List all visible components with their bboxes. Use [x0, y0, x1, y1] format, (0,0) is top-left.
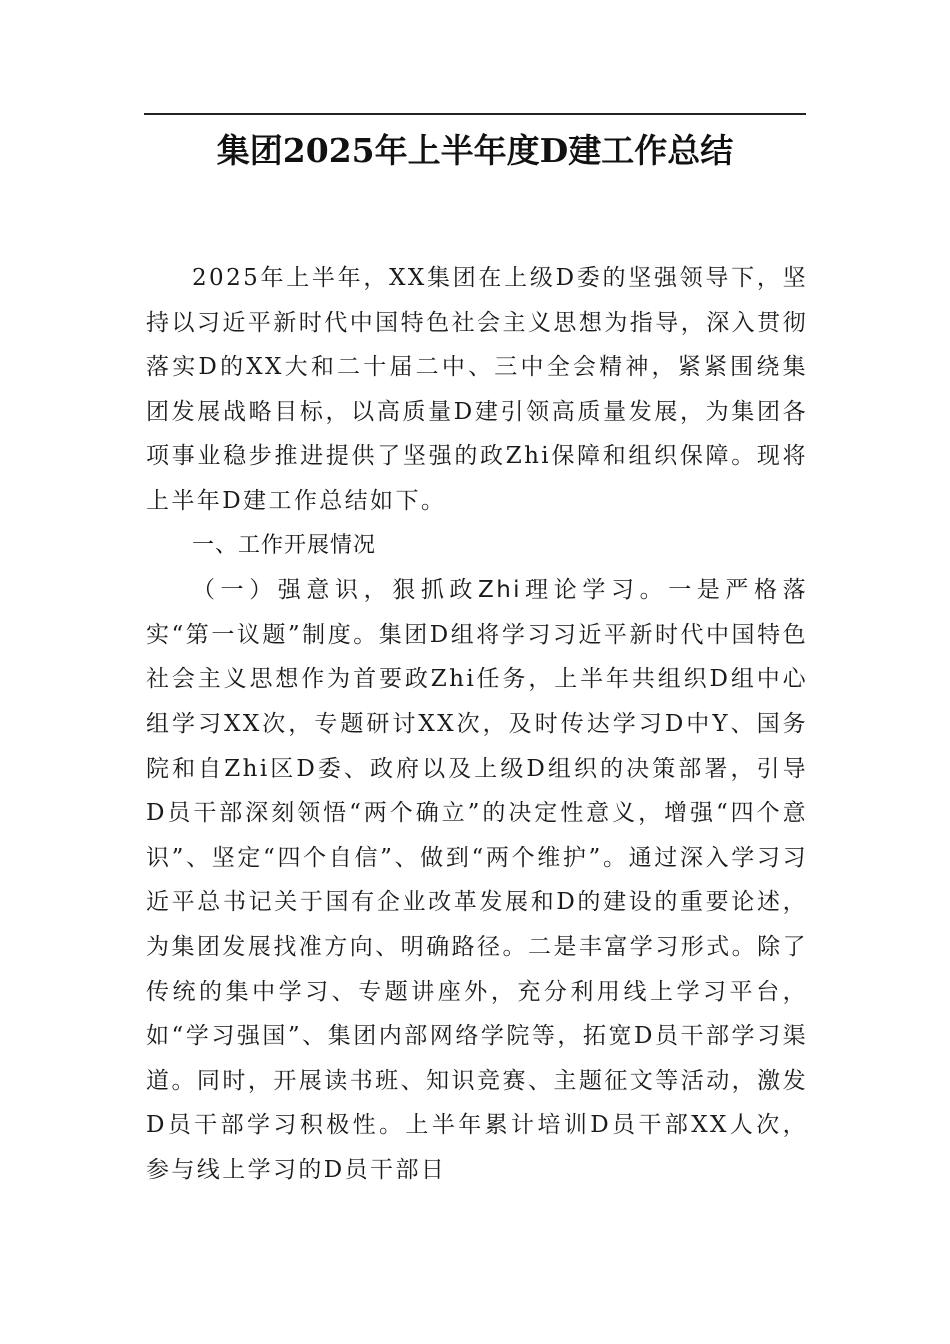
document-title: 集团2025年上半年度D建工作总结: [216, 131, 734, 170]
section-heading-1: 一、工作开展情况: [192, 532, 377, 558]
subsection-heading-1: （一）强意识，狠抓政Zhi理论学习。: [192, 577, 669, 604]
subsection-paragraph-1: [146, 568, 808, 1192]
header-rule: [144, 113, 806, 115]
intro-paragraph: 2025年上半年，XX集团在上级D委的坚强领导下，坚持以习近平新时代中国特色社会主义思想为指导，深入贯彻落实D的XX大和二十届二中、三中全会精神，紧紧围绕集团发展战略目标，以高质量D建引领高质量发展，为集团各项事业稳步推进提供了坚强的政Zhi保障和组织保障。现将上半年D建工作总结如下。: [146, 265, 808, 514]
document-body: [146, 256, 808, 1192]
subsection-body-1: 一是严格落实“第一议题”制度。集团D组将学习习近平新时代中国特色社会主义思想作为首要政Zhi任务，上半年共组织D组中心组学习XX次，专题研讨XX次，及时传达学习D中Y、国务院和自Zhi区D委、政府以及上级D组织的决策部署，引导D员干部深刻领悟“两个确立”的决定性意义，增强“四个意识”、坚定“四个自信”、做到“两个维护”。通过深入学习习近平总书记关于国有企业改革发展和D的建设的重要论述，为集团发展找准方向、明确路径。二是丰富学习形式。除了传统的集中学习、专题讲座外，充分利用线上学习平台，如“学习强国”、集团内部网络学院等，拓宽D员干部学习渠道。同时，开展读书班、知识竞赛、主题征文等活动，激发D员干部学习积极性。上半年累计培训D员干部XX人次，参与线上学习的D员干部日: [146, 577, 808, 1183]
